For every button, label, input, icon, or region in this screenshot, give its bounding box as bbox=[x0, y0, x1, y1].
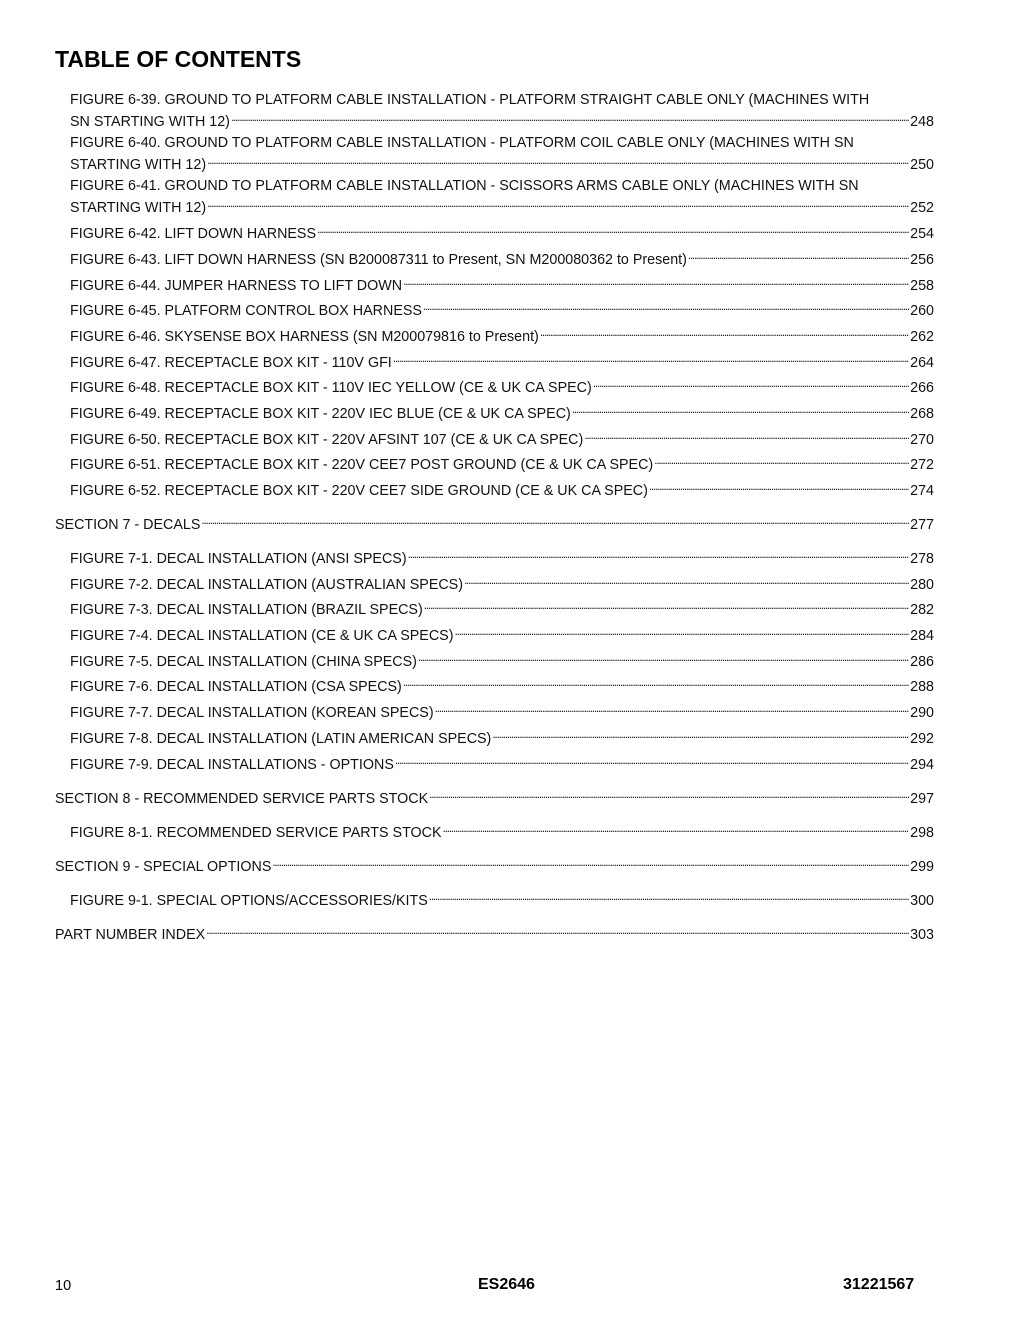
dot-leader bbox=[492, 726, 909, 743]
toc-entry-title: FIGURE 7-5. DECAL INSTALLATION (CHINA SPECS) bbox=[70, 654, 417, 670]
page-title: TABLE OF CONTENTS bbox=[55, 46, 302, 72]
toc-page-number: 274 bbox=[910, 483, 934, 499]
toc-page-number: 277 bbox=[910, 517, 934, 533]
toc-entry-title: FIGURE 7-4. DECAL INSTALLATION (CE & UK CA SPECS) bbox=[70, 628, 454, 644]
toc-entry[interactable] bbox=[70, 135, 934, 174]
toc-entry[interactable] bbox=[70, 478, 934, 500]
toc-entry[interactable] bbox=[70, 324, 934, 346]
dot-leader bbox=[207, 152, 909, 169]
toc-page-number: 290 bbox=[910, 705, 934, 721]
toc-entry[interactable] bbox=[70, 427, 934, 449]
toc-page-number: 272 bbox=[910, 457, 934, 473]
toc-entry-title-line1: FIGURE 6-41. GROUND TO PLATFORM CABLE INSTALLATION - SCISSORS ARMS CABLE ONLY (MACHINES WITH SN bbox=[70, 178, 859, 194]
toc-page-number: 280 bbox=[910, 577, 934, 593]
toc-entry-title: FIGURE 7-8. DECAL INSTALLATION (LATIN AMERICAN SPECS) bbox=[70, 731, 492, 747]
toc-entry-title: FIGURE 6-46. SKYSENSE BOX HARNESS (SN M200079816 to Present) bbox=[70, 329, 539, 345]
toc-entry[interactable] bbox=[70, 597, 934, 619]
dot-leader bbox=[408, 546, 910, 563]
dot-leader bbox=[231, 109, 909, 126]
toc-entry[interactable] bbox=[70, 649, 934, 671]
dot-leader bbox=[418, 649, 909, 666]
toc-entry-title: FIGURE 6-48. RECEPTACLE BOX KIT - 110V IEC YELLOW (CE & UK CA SPEC) bbox=[70, 380, 592, 396]
dot-leader bbox=[540, 324, 909, 341]
toc-page-number: 270 bbox=[910, 432, 934, 448]
toc-entry-title: FIGURE 7-2. DECAL INSTALLATION (AUSTRALIAN SPECS) bbox=[70, 577, 463, 593]
toc-entry-title: FIGURE 9-1. SPECIAL OPTIONS/ACCESSORIES/KITS bbox=[70, 893, 428, 909]
toc-entry-title: FIGURE 7-1. DECAL INSTALLATION (ANSI SPECS) bbox=[70, 551, 407, 567]
toc-entry-title: FIGURE 6-49. RECEPTACLE BOX KIT - 220V IEC BLUE (CE & UK CA SPEC) bbox=[70, 406, 571, 422]
dot-leader bbox=[429, 888, 909, 905]
dot-leader bbox=[649, 478, 909, 495]
dot-leader bbox=[464, 572, 909, 589]
toc-entry-title: FIGURE 6-45. PLATFORM CONTROL BOX HARNESS bbox=[70, 303, 422, 319]
toc-page-number: 300 bbox=[910, 893, 934, 909]
toc-entry[interactable] bbox=[70, 178, 934, 217]
toc-entry[interactable] bbox=[70, 726, 934, 748]
footer-page-number: 10 bbox=[55, 1278, 72, 1294]
toc-entry[interactable] bbox=[70, 350, 934, 372]
toc-section-entry[interactable] bbox=[55, 786, 934, 808]
toc-page-number: 248 bbox=[910, 114, 934, 130]
toc-page-number: 282 bbox=[910, 602, 934, 618]
toc-entry-title: FIGURE 6-52. RECEPTACLE BOX KIT - 220V CEE7 SIDE GROUND (CE & UK CA SPEC) bbox=[70, 483, 648, 499]
toc-entry-title-line1: FIGURE 6-39. GROUND TO PLATFORM CABLE INSTALLATION - PLATFORM STRAIGHT CABLE ONLY (MACHINES WITH bbox=[70, 92, 870, 108]
toc-entry[interactable] bbox=[70, 298, 934, 320]
toc-page-number: 268 bbox=[910, 406, 934, 422]
toc-page-number: 297 bbox=[910, 791, 934, 807]
toc-entry-title: SECTION 7 - DECALS bbox=[55, 517, 201, 533]
toc-entry[interactable] bbox=[70, 546, 934, 568]
toc-entry[interactable] bbox=[70, 375, 934, 397]
dot-leader bbox=[429, 786, 909, 803]
dot-leader bbox=[443, 820, 910, 837]
toc-entry[interactable] bbox=[70, 674, 934, 696]
dot-leader bbox=[201, 512, 909, 529]
toc-entry[interactable] bbox=[70, 572, 934, 594]
footer-model: ES2646 bbox=[478, 1276, 535, 1293]
toc-page-number: 262 bbox=[910, 329, 934, 345]
toc-entry[interactable] bbox=[70, 401, 934, 423]
toc-page-number: 288 bbox=[910, 679, 934, 695]
toc-page-number: 294 bbox=[910, 757, 934, 773]
toc-entry-title: FIGURE 6-47. RECEPTACLE BOX KIT - 110V GFI bbox=[70, 355, 392, 371]
toc-entry-title: FIGURE 6-51. RECEPTACLE BOX KIT - 220V CEE7 POST GROUND (CE & UK CA SPEC) bbox=[70, 457, 654, 473]
dot-leader bbox=[654, 452, 909, 469]
toc-entry-title: STARTING WITH 12) bbox=[70, 157, 207, 173]
dot-leader bbox=[424, 597, 909, 614]
toc-page-number: 299 bbox=[910, 859, 934, 875]
toc-entry-title: SECTION 9 - SPECIAL OPTIONS bbox=[55, 859, 272, 875]
toc-page-number: 266 bbox=[910, 380, 934, 396]
toc-page-number: 264 bbox=[910, 355, 934, 371]
dot-leader bbox=[435, 700, 910, 717]
toc-entry-title-line1: FIGURE 6-40. GROUND TO PLATFORM CABLE INSTALLATION - PLATFORM COIL CABLE ONLY (MACHINES WITH SN bbox=[70, 135, 854, 151]
toc-entry[interactable] bbox=[70, 273, 934, 295]
dot-leader bbox=[423, 298, 909, 315]
footer-doc-number: 31221567 bbox=[843, 1276, 915, 1293]
toc-page-number: 284 bbox=[910, 628, 934, 644]
toc-entry[interactable] bbox=[70, 452, 934, 474]
toc-section-entry[interactable] bbox=[55, 922, 934, 944]
dot-leader bbox=[454, 623, 909, 640]
toc-entry-title: SECTION 8 - RECOMMENDED SERVICE PARTS STOCK bbox=[55, 791, 429, 807]
toc-entry[interactable] bbox=[70, 92, 934, 131]
toc-entry-title: FIGURE 6-50. RECEPTACLE BOX KIT - 220V AFSINT 107 (CE & UK CA SPEC) bbox=[70, 432, 584, 448]
toc-entry[interactable] bbox=[70, 820, 934, 842]
toc-entry-title: FIGURE 6-43. LIFT DOWN HARNESS (SN B200087311 to Present, SN M200080362 to Present) bbox=[70, 252, 687, 268]
toc-page-number: 252 bbox=[910, 200, 934, 216]
toc-page-number: 260 bbox=[910, 303, 934, 319]
toc-entry-title: FIGURE 7-6. DECAL INSTALLATION (CSA SPECS) bbox=[70, 679, 402, 695]
toc-page-number: 298 bbox=[910, 825, 934, 841]
toc-entry-title: FIGURE 6-44. JUMPER HARNESS TO LIFT DOWN bbox=[70, 278, 403, 294]
toc-page-number: 258 bbox=[910, 278, 934, 294]
toc-section-entry[interactable] bbox=[55, 512, 934, 534]
toc-entry[interactable] bbox=[70, 623, 934, 645]
dot-leader bbox=[395, 752, 909, 769]
dot-leader bbox=[572, 401, 909, 418]
toc-entry-title: FIGURE 7-9. DECAL INSTALLATIONS - OPTIONS bbox=[70, 757, 394, 773]
dot-leader bbox=[206, 922, 909, 939]
toc-entry-title: PART NUMBER INDEX bbox=[55, 927, 206, 943]
dot-leader bbox=[393, 350, 909, 367]
toc-page-number: 303 bbox=[910, 927, 934, 943]
toc-entry-title: STARTING WITH 12) bbox=[70, 200, 207, 216]
toc-page-number: 256 bbox=[910, 252, 934, 268]
dot-leader bbox=[688, 247, 909, 264]
toc-entry[interactable] bbox=[70, 221, 934, 243]
dot-leader bbox=[317, 221, 909, 238]
dot-leader bbox=[403, 273, 909, 290]
toc-page-number: 286 bbox=[910, 654, 934, 670]
toc-entry[interactable] bbox=[70, 888, 934, 910]
toc-entry-title: FIGURE 6-42. LIFT DOWN HARNESS bbox=[70, 226, 316, 242]
toc-entry[interactable] bbox=[70, 752, 934, 774]
toc-entry-title: FIGURE 8-1. RECOMMENDED SERVICE PARTS STOCK bbox=[70, 825, 442, 841]
dot-leader bbox=[207, 195, 909, 212]
toc-section-entry[interactable] bbox=[55, 854, 934, 876]
toc-entry-title: FIGURE 7-7. DECAL INSTALLATION (KOREAN SPECS) bbox=[70, 705, 434, 721]
toc-entry[interactable] bbox=[70, 247, 934, 269]
dot-leader bbox=[584, 427, 909, 444]
toc-entry-title: FIGURE 7-3. DECAL INSTALLATION (BRAZIL SPECS) bbox=[70, 602, 423, 618]
toc-page-number: 292 bbox=[910, 731, 934, 747]
dot-leader bbox=[403, 674, 909, 691]
toc-page-number: 250 bbox=[910, 157, 934, 173]
dot-leader bbox=[593, 375, 909, 392]
dot-leader bbox=[272, 854, 909, 871]
toc-page-number: 278 bbox=[910, 551, 934, 567]
toc-entry-title: SN STARTING WITH 12) bbox=[70, 114, 230, 130]
toc-entry[interactable] bbox=[70, 700, 934, 722]
toc-page-number: 254 bbox=[910, 226, 934, 242]
